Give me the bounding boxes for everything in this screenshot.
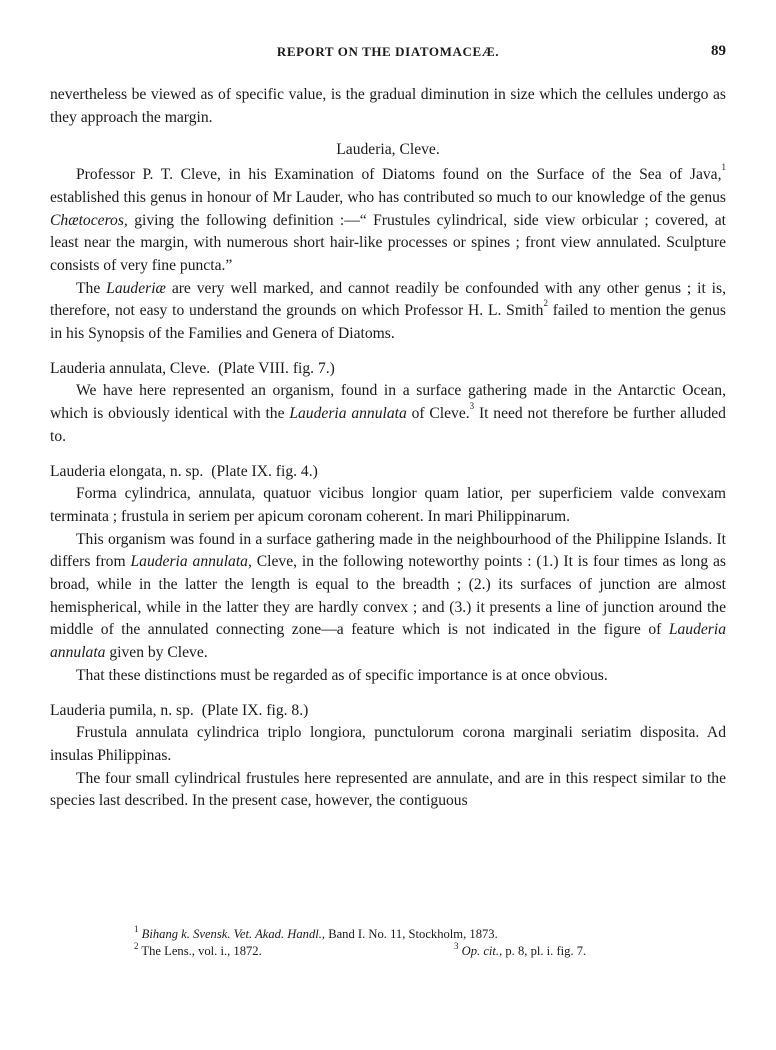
footnote-text: p. 8, pl. i. fig. 7.: [502, 944, 587, 958]
latin-diagnosis-pumila: Frustula annulata cylindrica triplo longiora, punctulorum corona marginali seriatim disposita. Ad insulas Philippinas.: [50, 724, 726, 764]
text-run: failed to mention the genus in his Synopsis of the Families and Genera of Diatoms.: [50, 302, 726, 343]
species-heading-annulata: [50, 358, 726, 381]
plate-reference: (Plate IX. fig. 4.): [211, 462, 318, 480]
intro-paragraph: nevertheless be viewed as of specific value, is the gradual diminution in size which the cellules undergo as they approach the margin.: [50, 86, 726, 126]
plate-reference: (Plate VIII. fig. 7.): [218, 359, 335, 377]
footnote-text: The Lens., vol. i., 1872.: [138, 944, 262, 958]
species-name: Lauderia elongata, n. sp.: [50, 462, 204, 480]
italic-species-name: Lauderia annulata,: [130, 553, 252, 571]
footnote-marker: 1: [134, 924, 139, 934]
page-number: 89: [711, 43, 726, 59]
genus-paragraph-1: [50, 164, 726, 278]
species-heading-pumila: [50, 700, 726, 723]
text-run: Professor P. T. Cleve, in his Examination of Diatoms found on the Surface of the Sea of Java,: [76, 166, 722, 184]
running-head: [50, 44, 726, 64]
footnote-ref-3: 3: [469, 401, 475, 412]
species-paragraph-annulata: [50, 380, 726, 448]
text-run: The: [76, 279, 107, 297]
footnote-3: [454, 943, 586, 960]
footnote-italic: Op. cit.,: [461, 944, 503, 958]
latin-diagnosis-elongata: Forma cylindrica, annulata, quatuor vicibus longior quam latior, per superficiem valde convexam terminata ; frustula in seriem per apicum coronam coherent. In mari Philippinarum.: [50, 485, 726, 525]
footnote-row-2-3: [50, 943, 726, 960]
species-paragraph-elongata: [50, 529, 726, 665]
text-run: given by Cleve.: [105, 644, 208, 662]
genus-title: Lauderia, Cleve.: [336, 141, 440, 159]
species-paragraph-elongata-2: That these distinctions must be regarded as of specific importance is at once obvious.: [76, 666, 608, 684]
plate-reference: (Plate IX. fig. 8.): [201, 701, 309, 719]
text-run: are very well marked, and cannot readily be confounded with any other genus ; it is, therefore, not easy to understand the grounds on which Professor H. L. Smith: [50, 279, 726, 320]
text-run: giving the following definition :—“ Frustules cylindrical, side view orbicular ; covered, at least near the margin, with numerous short hair-like processes or spines ; front view annulated. Sculpture consists of very fine puncta.”: [50, 211, 726, 274]
footnote-text: Band I. No. 11, Stockholm, 1873.: [325, 927, 498, 941]
footnote-marker: 3: [454, 941, 459, 951]
body-text: [50, 84, 726, 813]
text-run: We have here represented an organism, found in a surface gathering made in the Antarctic Ocean, which is obviously identical with the: [50, 382, 726, 423]
italic-genus-name: Chætoceros,: [50, 211, 128, 229]
footnote-ref-1: 1: [721, 162, 726, 173]
text-run: It need not therefore be further alluded to.: [50, 405, 726, 445]
text-run: of Cleve.: [406, 405, 470, 423]
species-name: Lauderia annulata, Cleve.: [50, 359, 211, 377]
footnote-1: [50, 926, 726, 943]
footnote-ref-2: 2: [543, 298, 548, 309]
text-run: This organism was found in a surface gathering made in the neighbourhood of the Philippine Islands. It differs from: [50, 530, 726, 571]
footnote-2: [134, 941, 262, 958]
text-run: established this genus in honour of Mr Lauder, who has contributed so much to our knowledge of the genus: [50, 188, 726, 206]
italic-genus-name: Lauderiæ: [106, 279, 166, 297]
footnotes: [50, 926, 726, 960]
italic-species-name: Lauderia annulata: [50, 621, 726, 662]
species-name: Lauderia pumila, n. sp.: [50, 701, 194, 719]
genus-paragraph-2: [50, 278, 726, 346]
text-run: Cleve, in the following noteworthy points : (1.) It is four times as long as broad, while in the latter the length is equal to the breadth ; (2.) its surfaces of junction are almost hemispherical, while in the latter they are hardly convex ; and (3.) it presents a line of junction around the middle of the annulated connecting zone—a feature which is not indicated in the figure of: [50, 553, 726, 639]
footnote-italic: Bihang k. Svensk. Vet. Akad. Handl.,: [141, 927, 326, 941]
running-title: REPORT ON THE DIATOMACEÆ.: [276, 44, 500, 59]
italic-species-name: Lauderia annulata: [289, 405, 407, 423]
species-heading-elongata: [50, 461, 726, 484]
footnote-marker: 2: [134, 941, 139, 951]
species-paragraph-pumila: The four small cylindrical frustules here represented are annulate, and are in this respect similar to the species last described. In the present case, however, the contiguous: [50, 769, 726, 810]
